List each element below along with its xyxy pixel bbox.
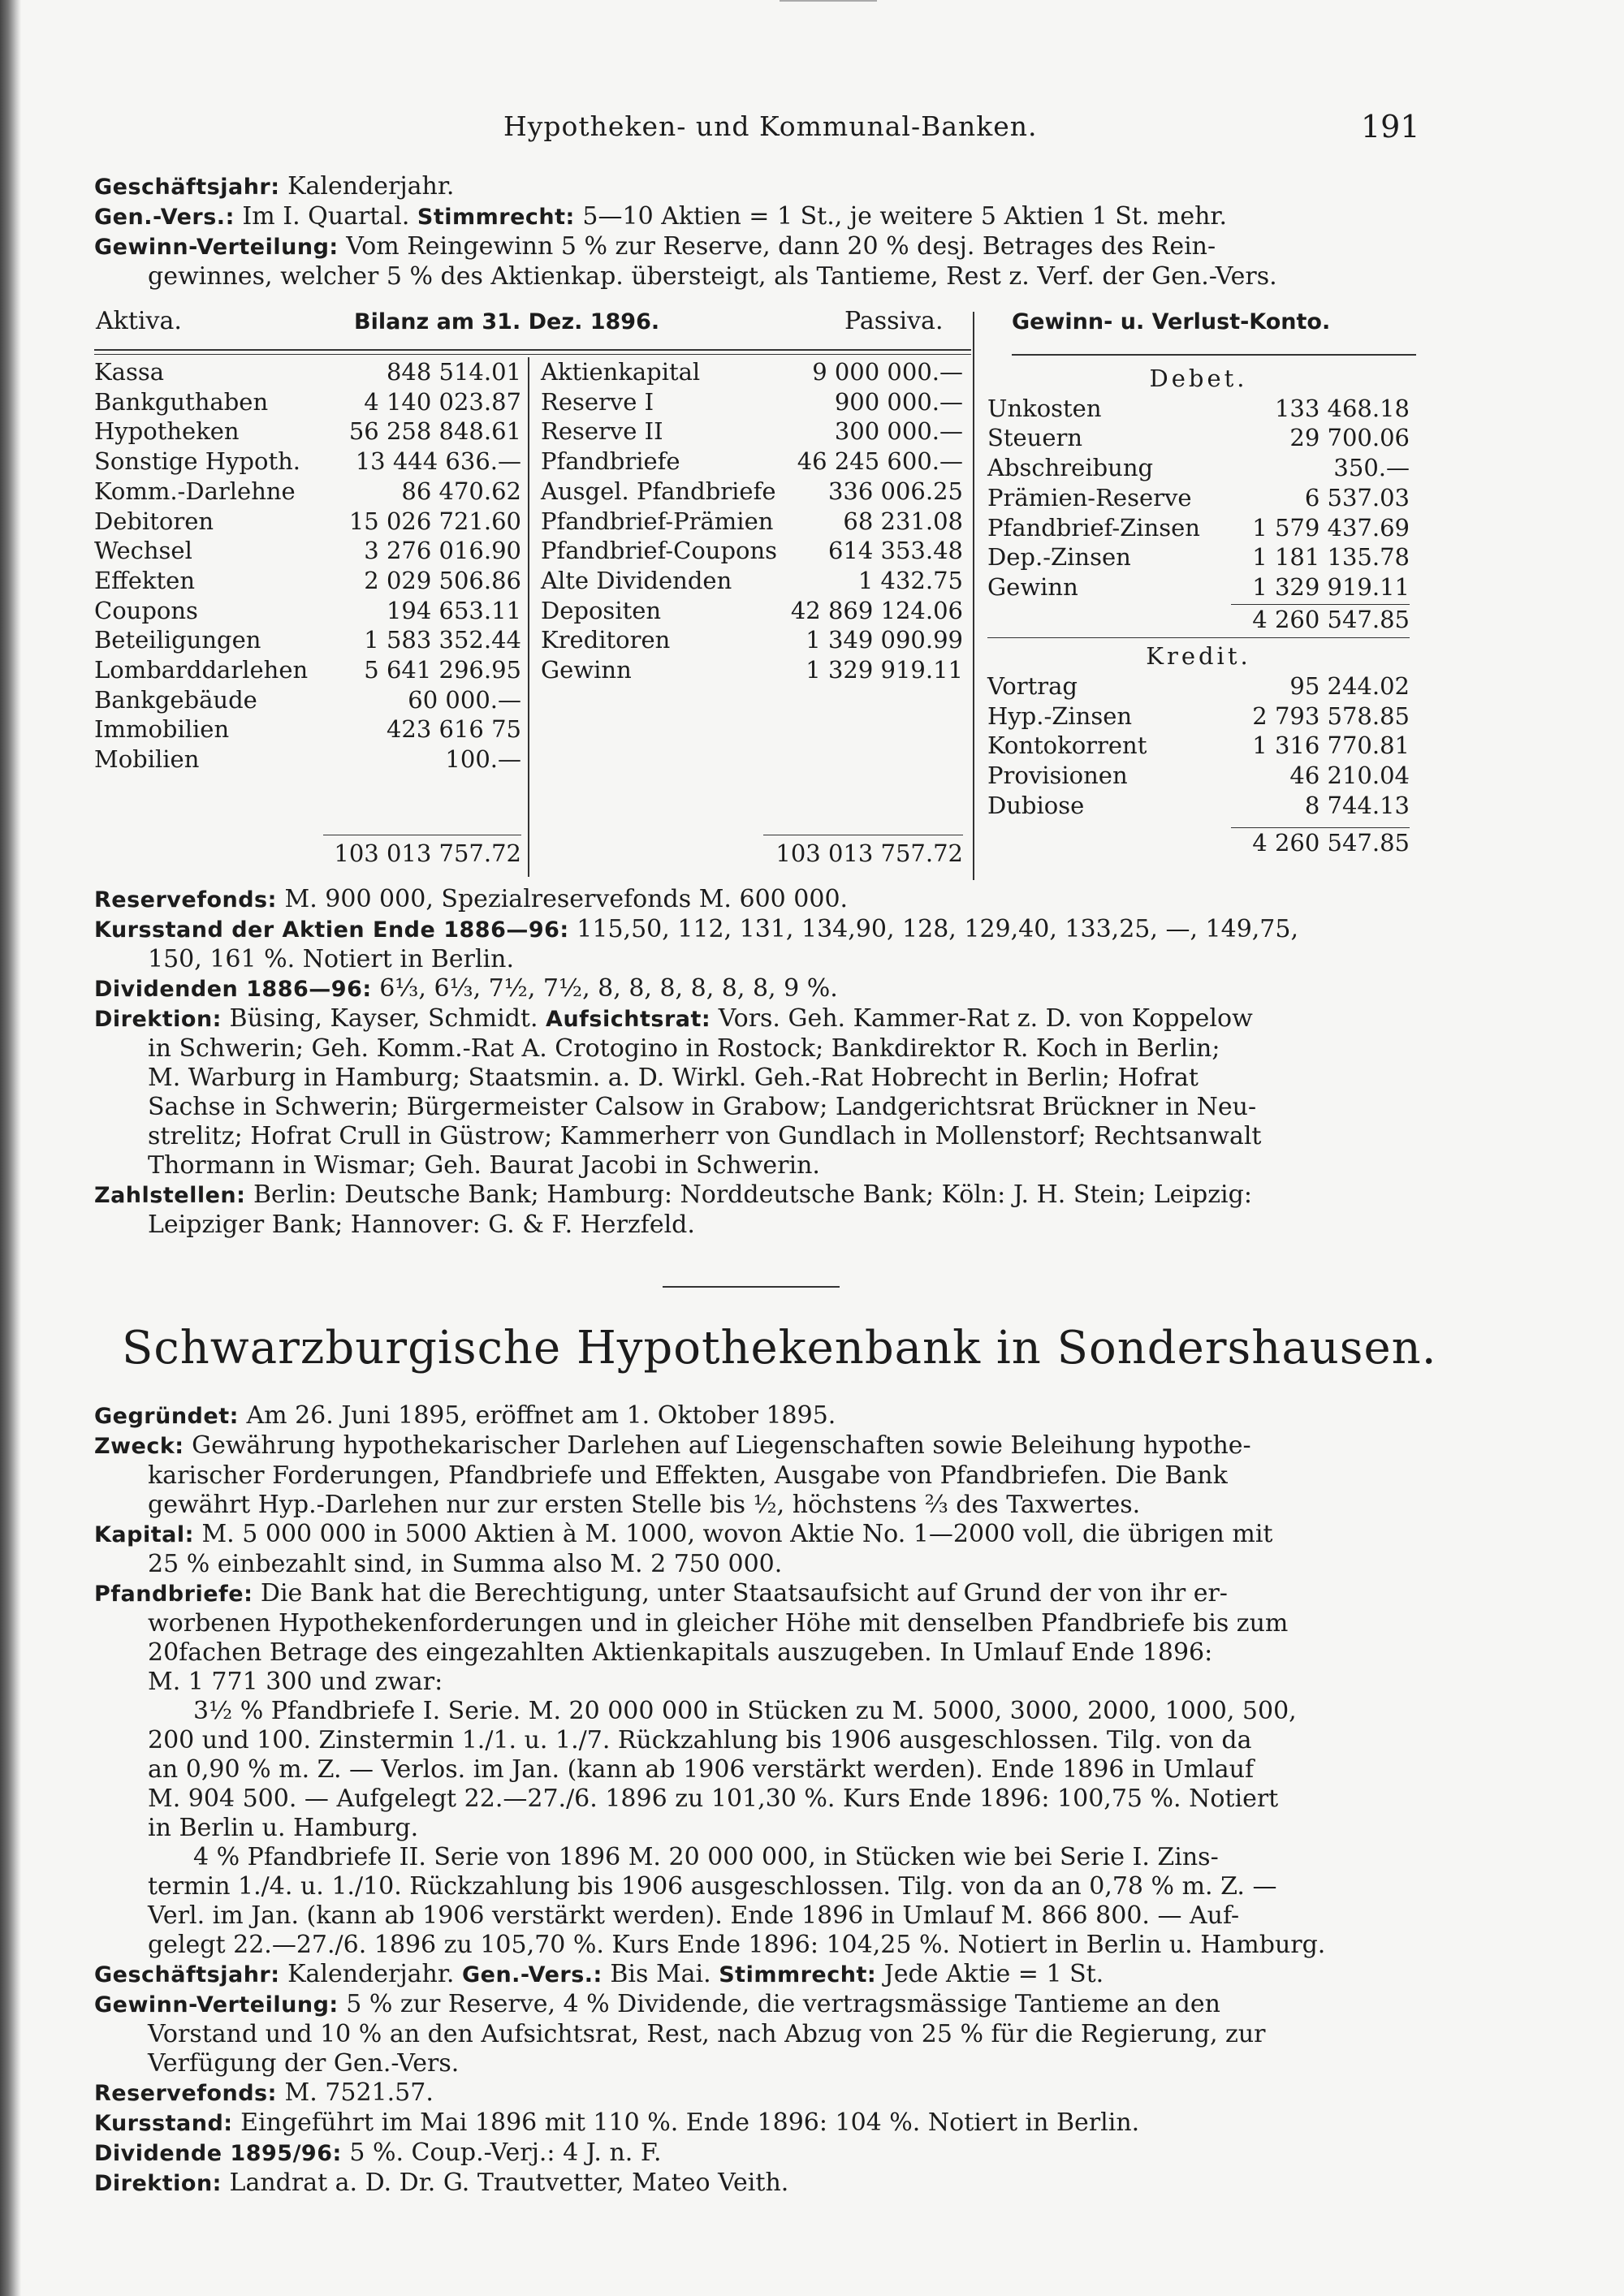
aktiva-item-name: Coupons bbox=[94, 596, 198, 624]
field-text: karischer Forderungen, Pfandbriefe und Effekten, Ausgabe von Pfandbriefen. Die Bank bbox=[148, 1461, 1228, 1490]
top-line bbox=[94, 262, 1410, 291]
field-text: Vorstand und 10 % an den Aufsichtsrat, Rest, nach Abzug von 25 % für die Regierung, zur bbox=[148, 2020, 1266, 2048]
field-keyword: Gen.-Vers.: bbox=[94, 205, 235, 230]
kredit-row bbox=[987, 761, 1410, 791]
passiva-row bbox=[541, 566, 963, 596]
guv-top-rule bbox=[1012, 354, 1416, 356]
aktiva-row bbox=[94, 596, 521, 626]
debet-row bbox=[987, 542, 1410, 572]
field-text: an 0,90 % m. Z. — Verlos. im Jan. (kann ab 1906 verstärkt werden). Ende 1896 in Umlauf bbox=[148, 1755, 1255, 1784]
after-line bbox=[94, 974, 1410, 1004]
field-text: Büsing, Kayser, Schmidt. bbox=[221, 1004, 546, 1033]
after-line bbox=[94, 1093, 1410, 1122]
guv-title: Gewinn- u. Verlust-Konto. bbox=[1012, 309, 1331, 334]
field-text: Im I. Quartal. bbox=[234, 202, 417, 231]
kredit-item-name: Provisionen bbox=[987, 762, 1128, 790]
section-line bbox=[94, 2138, 1410, 2169]
balance-top-rule bbox=[94, 349, 971, 351]
section-line bbox=[94, 1638, 1410, 1668]
field-text: 5 % zur Reserve, 4 % Dividende, die vertragsmässige Tantieme an den bbox=[338, 1990, 1220, 2018]
aktiva-item-name: Immobilien bbox=[94, 715, 230, 744]
debet-row bbox=[987, 453, 1410, 483]
field-keyword: Dividenden 1886—96: bbox=[94, 977, 372, 1002]
field-keyword: Gegründet: bbox=[94, 1404, 239, 1429]
section-line bbox=[94, 2108, 1410, 2138]
field-text: in Berlin u. Hamburg. bbox=[148, 1814, 419, 1842]
section-line bbox=[94, 1843, 1410, 1872]
field-keyword: Stimmrecht: bbox=[417, 205, 575, 230]
field-text: Berlin: Deutsche Bank; Hamburg: Norddeutsche Bank; Köln: J. H. Stein; Leipzig: bbox=[245, 1180, 1252, 1209]
field-keyword: Aufsichtsrat: bbox=[546, 1007, 711, 1032]
after-line bbox=[94, 1064, 1410, 1093]
aktiva-row bbox=[94, 536, 521, 566]
kredit-item-value: 46 210.04 bbox=[1289, 762, 1410, 790]
passiva-total: 103 013 757.72 bbox=[775, 839, 963, 867]
debet-item-value: 29 700.06 bbox=[1289, 424, 1410, 452]
aktiva-item-value: 100.— bbox=[445, 745, 521, 774]
field-text: 25 % einbezahlt sind, in Summa also M. 2 750 000. bbox=[148, 1550, 783, 1578]
field-text: 200 und 100. Zinstermin 1./1. u. 1./7. Rückzahlung bis 1906 ausgeschlossen. Tilg. von da bbox=[148, 1726, 1252, 1754]
kredit-item-name: Kontokorrent bbox=[987, 732, 1147, 760]
passiva-item-value: 1 329 919.11 bbox=[806, 656, 963, 684]
aktiva-row bbox=[94, 416, 521, 447]
field-keyword: Gen.-Vers.: bbox=[461, 1962, 603, 1987]
after-line bbox=[94, 1180, 1410, 1211]
debet-row bbox=[987, 423, 1410, 453]
field-text: in Schwerin; Geh. Komm.-Rat A. Crotogino in Rostock; Bankdirektor R. Koch in Berlin; bbox=[148, 1034, 1220, 1063]
field-text: Sachse in Schwerin; Bürgermeister Calsow in Grabow; Landgerichtsrat Brückner in Neu- bbox=[148, 1093, 1257, 1121]
section-line bbox=[94, 1960, 1410, 1990]
after-line bbox=[94, 915, 1410, 945]
passiva-item-name: Aktienkapital bbox=[541, 358, 701, 386]
passiva-item-name: Reserve I bbox=[541, 387, 654, 416]
field-text: M. Warburg in Hamburg; Staatsmin. a. D. Wirkl. Geh.-Rat Hobrecht in Berlin; Hofrat bbox=[148, 1064, 1199, 1092]
passiva-row bbox=[541, 416, 963, 447]
aktiva-row bbox=[94, 714, 521, 744]
aktiva-item-value: 423 616 75 bbox=[386, 715, 521, 744]
section-line bbox=[94, 2020, 1410, 2049]
passiva-item-name: Pfandbriefe bbox=[541, 447, 680, 476]
field-text: M. 1 771 300 und zwar: bbox=[148, 1668, 443, 1696]
aktiva-row bbox=[94, 447, 521, 477]
field-text: Leipziger Bank; Hannover: G. & F. Herzfeld. bbox=[148, 1211, 695, 1239]
section-line bbox=[94, 1520, 1410, 1550]
kredit-row bbox=[987, 701, 1410, 732]
aktiva-item-value: 56 258 848.61 bbox=[348, 417, 521, 446]
debet-item-name: Steuern bbox=[987, 424, 1083, 452]
field-keyword: Kapital: bbox=[94, 1522, 194, 1547]
passiva-item-value: 900 000.— bbox=[834, 387, 963, 416]
page-number: 191 bbox=[1361, 109, 1420, 145]
field-text: M. 900 000, Spezialreservefonds M. 600 000. bbox=[276, 885, 849, 913]
debet-item-value: 1 181 135.78 bbox=[1252, 543, 1410, 572]
field-text: worbenen Hypothekenforderungen und in gleicher Höhe mit denselben Pfandbriefe bis zum bbox=[148, 1609, 1289, 1638]
debet-label: Debet. bbox=[1149, 365, 1248, 392]
section-body bbox=[94, 1401, 1410, 2199]
balance-center-rule bbox=[528, 357, 529, 877]
aktiva-item-value: 2 029 506.86 bbox=[364, 566, 521, 594]
field-keyword: Gewinn-Verteilung: bbox=[94, 235, 339, 260]
aktiva-item-name: Bankgebäude bbox=[94, 685, 257, 714]
field-text: strelitz; Hofrat Crull in Güstrow; Kammerherr von Gundlach in Mollenstorf; Rechtsanwalt bbox=[148, 1122, 1262, 1150]
field-text: 5—10 Aktien = 1 St., je weitere 5 Aktien 1 St. mehr. bbox=[574, 202, 1228, 231]
passiva-row bbox=[541, 596, 963, 626]
section-line bbox=[94, 1726, 1410, 1755]
field-keyword: Direktion: bbox=[94, 2171, 222, 2196]
debet-item-value: 1 579 437.69 bbox=[1252, 513, 1410, 542]
after-line bbox=[94, 1151, 1410, 1180]
kredit-total: 4 260 547.85 bbox=[1231, 827, 1410, 858]
aktiva-item-name: Kassa bbox=[94, 358, 165, 386]
passiva-item-value: 68 231.08 bbox=[843, 507, 963, 535]
top-line bbox=[94, 232, 1410, 262]
field-text: Verfügung der Gen.-Vers. bbox=[148, 2049, 460, 2078]
passiva-item-name: Kreditoren bbox=[541, 626, 671, 654]
section-line bbox=[94, 1697, 1410, 1726]
aktiva-item-name: Bankguthaben bbox=[94, 387, 269, 416]
field-text: Die Bank hat die Berechtigung, unter Staatsaufsicht auf Grund der von ihr er- bbox=[253, 1579, 1228, 1608]
aktiva-row bbox=[94, 507, 521, 537]
passiva-item-value: 9 000 000.— bbox=[812, 358, 963, 386]
field-text: Kalenderjahr. bbox=[279, 172, 455, 201]
aktiva-row bbox=[94, 744, 521, 775]
passiva-item-value: 42 869 124.06 bbox=[790, 596, 963, 624]
section-title: Schwarzburgische Hypothekenbank in Sondershausen. bbox=[122, 1322, 1437, 1375]
field-text: Kalenderjahr. bbox=[279, 1960, 462, 1988]
passiva-row bbox=[541, 387, 963, 417]
field-text: Am 26. Juni 1895, eröffnet am 1. Oktober 1895. bbox=[238, 1401, 836, 1430]
passiva-item-name: Alte Dividenden bbox=[541, 566, 732, 594]
field-keyword: Zweck: bbox=[94, 1434, 184, 1459]
kredit-item-value: 1 316 770.81 bbox=[1252, 732, 1410, 760]
aktiva-row bbox=[94, 357, 521, 387]
after-line bbox=[94, 885, 1410, 915]
debet-item-name: Gewinn bbox=[987, 572, 1078, 601]
balance-title: Bilanz am 31. Dez. 1896. bbox=[354, 309, 660, 334]
passiva-item-name: Depositen bbox=[541, 596, 662, 624]
section-line bbox=[94, 1401, 1410, 1431]
aktiva-item-name: Beteiligungen bbox=[94, 626, 261, 654]
aktiva-item-value: 194 653.11 bbox=[386, 596, 521, 624]
aktiva-row bbox=[94, 655, 521, 685]
debet-item-name: Prämien-Reserve bbox=[987, 483, 1192, 511]
passiva-item-name: Gewinn bbox=[541, 656, 632, 684]
section-line bbox=[94, 2169, 1410, 2199]
debet-total: 4 260 547.85 bbox=[1231, 604, 1410, 635]
section-line bbox=[94, 1579, 1410, 1609]
aktiva-column bbox=[94, 357, 521, 775]
debet-item-value: 1 329 919.11 bbox=[1252, 572, 1410, 601]
kredit-item-value: 95 244.02 bbox=[1289, 672, 1410, 701]
field-text: M. 904 500. — Aufgelegt 22.—27./6. 1896 zu 101,30 %. Kurs Ende 1896: 100,75 %. Notiert bbox=[148, 1785, 1279, 1813]
aktiva-row bbox=[94, 685, 521, 715]
field-text: Gewährung hypothekarischer Darlehen auf Liegenschaften sowie Beleihung hypothe- bbox=[184, 1431, 1251, 1460]
passiva-item-value: 614 353.48 bbox=[827, 537, 963, 565]
aktiva-item-name: Debitoren bbox=[94, 507, 214, 535]
section-line bbox=[94, 1461, 1410, 1491]
field-text: M. 7521.57. bbox=[276, 2078, 434, 2107]
section-line bbox=[94, 1785, 1410, 1814]
aktiva-item-name: Sonstige Hypoth. bbox=[94, 447, 301, 476]
section-divider bbox=[663, 1286, 840, 1288]
field-text: Eingeführt im Mai 1896 mit 110 %. Ende 1896: 104 %. Notiert in Berlin. bbox=[232, 2108, 1140, 2137]
aktiva-item-name: Mobilien bbox=[94, 745, 200, 774]
debet-row bbox=[987, 572, 1410, 602]
field-text: termin 1./4. u. 1./10. Rückzahlung bis 1906 ausgeschlossen. Tilg. von da an 0,78 % m. Z. — bbox=[148, 1872, 1277, 1901]
after-line bbox=[94, 1122, 1410, 1151]
section-line bbox=[94, 1550, 1410, 1579]
passiva-label: Passiva. bbox=[844, 307, 944, 335]
debet-item-name: Unkosten bbox=[987, 394, 1102, 422]
passiva-row bbox=[541, 625, 963, 655]
section-line bbox=[94, 1491, 1410, 1520]
debet-item-name: Abschreibung bbox=[987, 454, 1154, 482]
field-keyword: Zahlstellen: bbox=[94, 1183, 246, 1208]
scan-edge bbox=[0, 0, 21, 2296]
passiva-item-name: Pfandbrief-Coupons bbox=[541, 537, 778, 565]
passiva-row bbox=[541, 477, 963, 507]
kredit-item-name: Hyp.-Zinsen bbox=[987, 701, 1133, 730]
passiva-item-name: Ausgel. Pfandbriefe bbox=[541, 477, 776, 505]
field-keyword: Stimmrecht: bbox=[719, 1962, 877, 1987]
passiva-row bbox=[541, 357, 963, 387]
section-line bbox=[94, 1431, 1410, 1461]
field-text: 20fachen Betrage des eingezahlten Aktienkapitals auszugeben. In Umlauf Ende 1896: bbox=[148, 1638, 1213, 1667]
aktiva-item-name: Komm.-Darlehne bbox=[94, 477, 296, 505]
field-keyword: Geschäftsjahr: bbox=[94, 175, 280, 200]
passiva-item-value: 46 245 600.— bbox=[797, 447, 963, 476]
passiva-item-value: 300 000.— bbox=[834, 417, 963, 446]
aktiva-item-name: Wechsel bbox=[94, 537, 192, 565]
company-details-top bbox=[94, 172, 1410, 291]
field-text: Vors. Geh. Kammer-Rat z. D. von Koppelow bbox=[710, 1004, 1253, 1033]
section-line bbox=[94, 1990, 1410, 2020]
field-text: M. 5 000 000 in 5000 Aktien à M. 1000, wovon Aktie No. 1—2000 voll, die übrigen mit bbox=[193, 1520, 1273, 1548]
guv-separator-rule bbox=[973, 312, 974, 880]
top-line bbox=[94, 202, 1410, 232]
passiva-row bbox=[541, 655, 963, 685]
aktiva-row bbox=[94, 566, 521, 596]
field-text: Jede Aktie = 1 St. bbox=[876, 1960, 1104, 1988]
aktiva-item-name: Lombarddarlehen bbox=[94, 656, 309, 684]
aktiva-item-value: 4 140 023.87 bbox=[364, 387, 521, 416]
passiva-item-name: Reserve II bbox=[541, 417, 663, 446]
kredit-item-value: 8 744.13 bbox=[1304, 791, 1410, 819]
field-keyword: Gewinn-Verteilung: bbox=[94, 1992, 339, 2018]
field-text: Vom Reingewinn 5 % zur Reserve, dann 20 % desj. Betrages des Rein- bbox=[338, 232, 1216, 261]
kredit-item-name: Dubiose bbox=[987, 791, 1085, 819]
field-keyword: Reservefonds: bbox=[94, 2081, 277, 2106]
after-line bbox=[94, 945, 1410, 974]
balance-top-rule-2 bbox=[94, 354, 971, 355]
field-text: 3½ % Pfandbriefe I. Serie. M. 20 000 000 in Stücken zu M. 5000, 3000, 2000, 1000, 500, bbox=[193, 1697, 1297, 1725]
debet-row bbox=[987, 394, 1410, 424]
company-details-bottom bbox=[94, 885, 1410, 1240]
top-rule bbox=[780, 0, 877, 2]
kredit-item-name: Vortrag bbox=[987, 672, 1078, 701]
aktiva-item-value: 1 583 352.44 bbox=[364, 626, 521, 654]
running-head: Hypotheken- und Kommunal-Banken. bbox=[503, 110, 1038, 142]
kredit-label: Kredit. bbox=[1146, 642, 1251, 671]
field-keyword: Pfandbriefe: bbox=[94, 1582, 253, 1607]
kredit-row bbox=[987, 731, 1410, 761]
aktiva-row bbox=[94, 477, 521, 507]
aktiva-total: 103 013 757.72 bbox=[334, 839, 521, 867]
aktiva-item-name: Hypotheken bbox=[94, 417, 240, 446]
passiva-row bbox=[541, 536, 963, 566]
passiva-item-name: Pfandbrief-Prämien bbox=[541, 507, 774, 535]
aktiva-item-value: 5 641 296.95 bbox=[364, 656, 521, 684]
passiva-column bbox=[541, 357, 963, 685]
section-line bbox=[94, 1931, 1410, 1960]
field-text: Verl. im Jan. (kann ab 1906 verstärkt werden). Ende 1896 in Umlauf M. 866 800. — Auf- bbox=[148, 1901, 1240, 1930]
debet-item-value: 6 537.03 bbox=[1304, 483, 1410, 511]
field-text: Thormann in Wismar; Geh. Baurat Jacobi in Schwerin. bbox=[148, 1151, 820, 1180]
aktiva-item-value: 15 026 721.60 bbox=[348, 507, 521, 535]
section-line bbox=[94, 1609, 1410, 1638]
after-line bbox=[94, 1211, 1410, 1240]
field-text: Landrat a. D. Dr. G. Trautvetter, Mateo Veith. bbox=[221, 2169, 789, 2197]
guv-column bbox=[987, 364, 1410, 857]
aktiva-item-name: Effekten bbox=[94, 566, 196, 594]
after-line bbox=[94, 1034, 1410, 1064]
aktiva-item-value: 86 470.62 bbox=[401, 477, 521, 505]
debet-row bbox=[987, 483, 1410, 513]
aktiva-item-value: 13 444 636.— bbox=[355, 447, 521, 476]
debet-item-value: 133 468.18 bbox=[1274, 394, 1410, 422]
field-keyword: Kursstand: bbox=[94, 2111, 233, 2136]
aktiva-item-value: 60 000.— bbox=[408, 685, 521, 714]
field-keyword: Kursstand der Aktien Ende 1886—96: bbox=[94, 917, 569, 943]
field-text: Bis Mai. bbox=[602, 1960, 719, 1988]
aktiva-item-value: 848 514.01 bbox=[386, 358, 521, 386]
aktiva-item-value: 3 276 016.90 bbox=[364, 537, 521, 565]
section-line bbox=[94, 2078, 1410, 2108]
kredit-row bbox=[987, 791, 1410, 821]
section-line bbox=[94, 1814, 1410, 1843]
field-keyword: Direktion: bbox=[94, 1007, 222, 1032]
passiva-row bbox=[541, 507, 963, 537]
aktiva-label: Aktiva. bbox=[96, 307, 182, 335]
aktiva-row bbox=[94, 387, 521, 417]
field-text: gelegt 22.—27./6. 1896 zu 105,70 %. Kurs Ende 1896: 104,25 %. Notiert in Berlin u. Hamburg. bbox=[148, 1931, 1326, 1959]
field-text: 5 %. Coup.-Verj.: 4 J. n. F. bbox=[341, 2138, 662, 2167]
field-text: 150, 161 %. Notiert in Berlin. bbox=[148, 945, 514, 973]
field-keyword: Reservefonds: bbox=[94, 887, 277, 913]
field-text: gewährt Hyp.-Darlehen nur zur ersten Stelle bis ½, höchstens ⅔ des Taxwertes. bbox=[148, 1491, 1141, 1519]
top-line bbox=[94, 172, 1410, 202]
passiva-item-value: 336 006.25 bbox=[827, 477, 963, 505]
passiva-item-value: 1 432.75 bbox=[857, 566, 963, 594]
passiva-row bbox=[541, 447, 963, 477]
field-text: 115,50, 112, 131, 134,90, 128, 129,40, 133,25, —, 149,75, bbox=[568, 915, 1299, 943]
debet-row bbox=[987, 513, 1410, 543]
section-line bbox=[94, 1901, 1410, 1931]
section-line bbox=[94, 1755, 1410, 1785]
kredit-item-value: 2 793 578.85 bbox=[1252, 701, 1410, 730]
field-text: gewinnes, welcher 5 % des Aktienkap. übersteigt, als Tantieme, Rest z. Verf. der Gen.-Vers. bbox=[148, 262, 1277, 291]
debet-item-name: Pfandbrief-Zinsen bbox=[987, 513, 1200, 542]
section-line bbox=[94, 1668, 1410, 1697]
passiva-item-value: 1 349 090.99 bbox=[806, 626, 963, 654]
field-text: 6⅓, 6⅓, 7½, 7½, 8, 8, 8, 8, 8, 8, 9 %. bbox=[371, 974, 838, 1003]
field-keyword: Dividende 1895/96: bbox=[94, 2141, 342, 2166]
after-line bbox=[94, 1004, 1410, 1034]
field-keyword: Geschäftsjahr: bbox=[94, 1962, 280, 1987]
kredit-row bbox=[987, 671, 1410, 701]
aktiva-row bbox=[94, 625, 521, 655]
section-line bbox=[94, 2049, 1410, 2078]
debet-item-name: Dep.-Zinsen bbox=[987, 543, 1131, 572]
section-line bbox=[94, 1872, 1410, 1901]
debet-item-value: 350.— bbox=[1333, 454, 1410, 482]
field-text: 4 % Pfandbriefe II. Serie von 1896 M. 20 000 000, in Stücken wie bei Serie I. Zins- bbox=[193, 1843, 1219, 1871]
